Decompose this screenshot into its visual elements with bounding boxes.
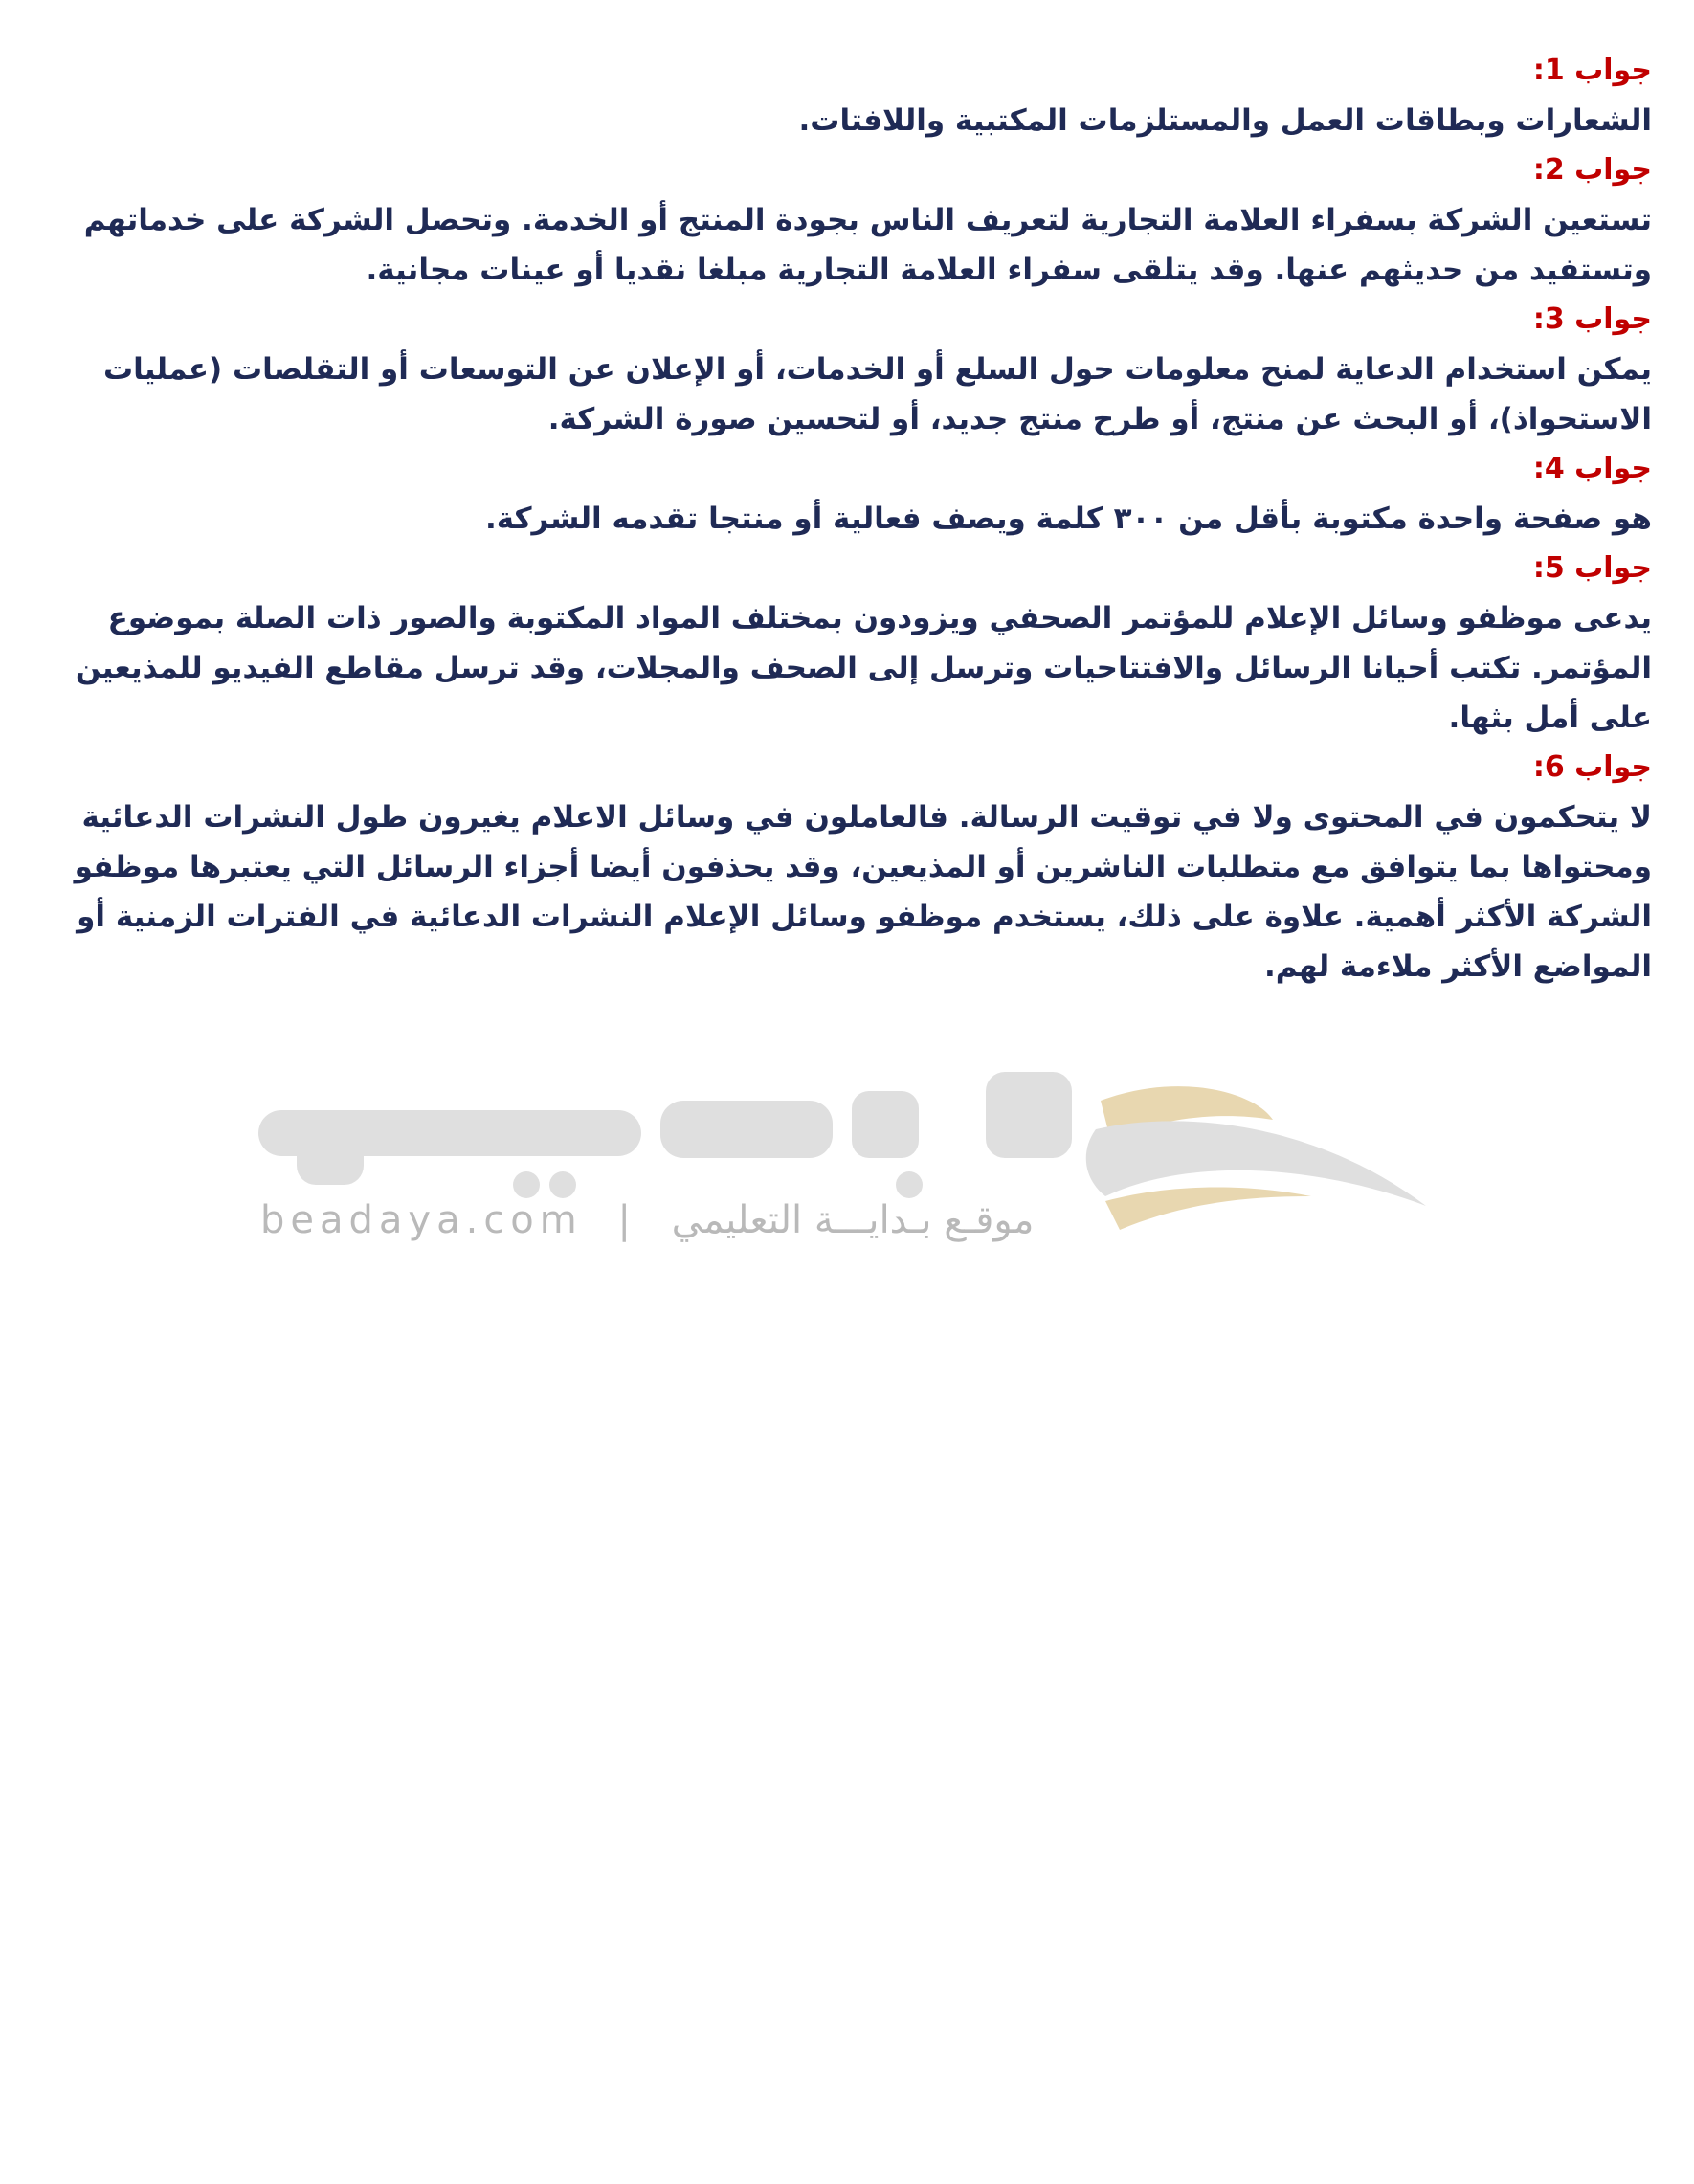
answer-heading: جواب 2: bbox=[1532, 153, 1652, 187]
answer-body: يمكن استخدام الدعاية لمنح معلومات حول السلع أو الخدمات، أو الإعلان عن التوسعات أو التقلصات (عمليات الاستحواذ)، أو البحث عن منتج، أو طرح منتج جديد، أو لتحسين صورة الشركة. bbox=[102, 352, 1652, 436]
answer-6 bbox=[34, 743, 1652, 992]
answer-body: لا يتحكمون في المحتوى ولا في توقيت الرسالة. فالعاملون في وسائل الاعلام يغيرون طول النشرات الدعائية ومحتواها بما يتوافق مع متطلبات الناشرين أو المذيعين، وقد يحذفون أيضا أجزاء الرسائل التي يعتبرها موظفو الشركة الأكثر أهمية. علاوة على ذلك، يستخدم موظفو وسائل الإعلام النشرات الدعائية في الفترات الزمنية أو المواضع الأكثر ملاءمة لهم. bbox=[74, 800, 1652, 984]
answer-heading: جواب 1: bbox=[1532, 54, 1652, 87]
answer-heading: جواب 4: bbox=[1532, 452, 1652, 485]
answer-heading: جواب 3: bbox=[1532, 302, 1652, 336]
watermark-caption bbox=[260, 1198, 1034, 1242]
answer-body: يدعى موظفو وسائل الإعلام للمؤتمر الصحفي ويزودون بمختلف المواد المكتوبة والصور ذات الصلة بموضوع المؤتمر. تكتب أحيانا الرسائل والافتتاحيات وترسل إلى الصحف والمجلات، وقد ترسل مقاطع الفيديو للمذيعين على أمل بثها. bbox=[75, 601, 1652, 735]
answer-heading: جواب 5: bbox=[1532, 551, 1652, 585]
answer-body: تستعين الشركة بسفراء العلامة التجارية لتعريف الناس بجودة المنتج أو الخدمة. وتحصل الشركة على خدماتهم وتستفيد من حديثهم عنها. وقد يتلقى سفراء العلامة التجارية مبلغا نقديا أو عينات مجانية. bbox=[83, 203, 1652, 287]
watermark-site-name: موقـع بـدايـــة التعليمي bbox=[671, 1198, 1035, 1242]
watermark-separator: | bbox=[617, 1198, 636, 1242]
answer-body: الشعارات وبطاقات العمل والمستلزمات المكتبية واللافتات. bbox=[798, 103, 1652, 138]
watermark-domain: beadaya.com bbox=[260, 1198, 583, 1242]
answer-body: هو صفحة واحدة مكتوبة بأقل من ٣٠٠ كلمة ويصف فعالية أو منتجا تقدمه الشركة. bbox=[484, 501, 1652, 536]
answer-4 bbox=[34, 444, 1652, 544]
answer-5 bbox=[34, 544, 1652, 743]
answer-heading: جواب 6: bbox=[1532, 750, 1652, 784]
answer-2 bbox=[34, 145, 1652, 295]
answer-1 bbox=[34, 46, 1652, 145]
answer-3 bbox=[34, 295, 1652, 444]
answers-document bbox=[34, 46, 1652, 992]
